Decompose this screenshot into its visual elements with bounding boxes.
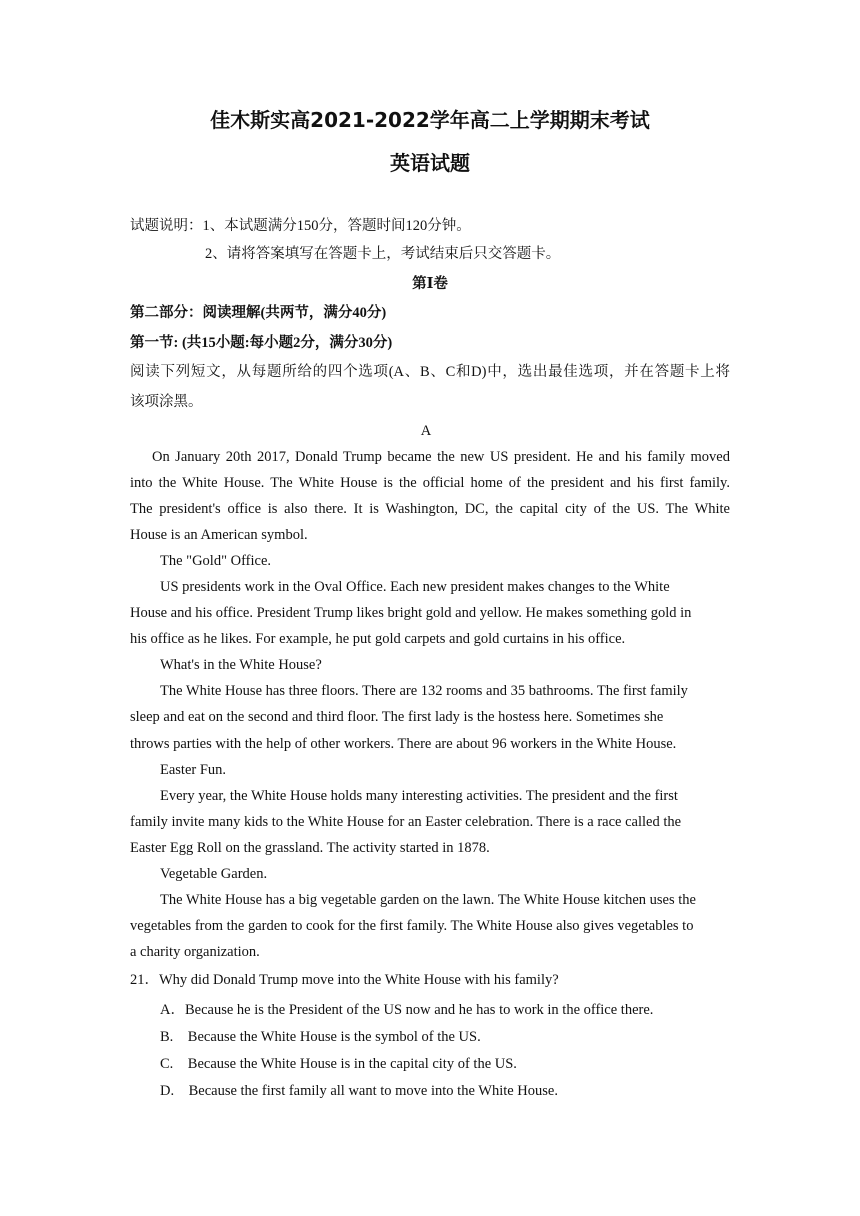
instructions-line-2: 该项涂黑。 <box>130 394 203 410</box>
paragraph-line: US presidents work in the Oval Office. Each new president makes changes to the White <box>160 579 670 595</box>
instructions-line-1: 阅读下列短文，从每题所给的四个选项(A、B、C和D)中，选出最佳选项，并在答题卡上将 <box>130 364 730 380</box>
paragraph-line: The White House has three floors. There are 132 rooms and 35 bathrooms. The first family <box>160 683 688 699</box>
paragraph-line: The White House has a big vegetable garden on the lawn. The White House kitchen uses the <box>160 892 696 908</box>
note-line-2: 2、请将答案填写在答题卡上，考试结束后只交答题卡。 <box>205 246 561 262</box>
paragraph-line: House is an American symbol. <box>130 527 308 543</box>
question-option-b: B. Because the White House is the symbol of the US. <box>160 1029 481 1045</box>
paragraph-line: into the White House. The White House is the official home of the president and his first family. <box>130 475 730 491</box>
paragraph-line: Easter Egg Roll on the grassland. The activity started in 1878. <box>130 840 490 856</box>
part-heading: 第二部分：阅读理解(共两节，满分40分) <box>130 305 387 321</box>
question-stem: 21．Why did Donald Trump move into the White House with his family? <box>130 972 559 988</box>
exam-subtitle: 英语试题 <box>390 151 470 175</box>
paragraph-line: family invite many kids to the White House for an Easter celebration. There is a race called the <box>130 814 682 830</box>
note-line-1: 试题说明：1、本试题满分150分，答题时间120分钟。 <box>130 218 471 234</box>
question-option-a: A．Because he is the President of the US now and he has to work in the office there. <box>160 1002 654 1018</box>
section-heading-whats-inside: What's in the White House? <box>160 657 322 673</box>
paragraph-line: The president's office is also there. It is Washington, DC, the capital city of the US. The White <box>130 501 730 517</box>
paragraph-line: House and his office. President Trump likes bright gold and yellow. He makes something gold in <box>130 605 692 621</box>
passage-label: A <box>420 423 432 439</box>
section-heading: 第一节: (共15小题:每小题2分，满分30分) <box>130 335 393 351</box>
paragraph-line: a charity organization. <box>130 944 260 960</box>
question-option-c: C. Because the White House is in the capital city of the US. <box>160 1056 517 1072</box>
paragraph-line: On January 20th 2017, Donald Trump became the new US president. He and his family moved <box>152 449 730 465</box>
paragraph-line: sleep and eat on the second and third floor. The first lady is the hostess here. Sometimes she <box>130 709 664 725</box>
volume-heading: 第Ⅰ卷 <box>412 276 448 292</box>
question-option-d: D. Because the first family all want to move into the White House. <box>160 1083 558 1099</box>
section-heading-vegetable-garden: Vegetable Garden. <box>160 866 268 882</box>
paragraph-line: Every year, the White House holds many interesting activities. The president and the first <box>160 788 678 804</box>
exam-title: 佳木斯实高2021-2022学年高二上学期期末考试 <box>210 108 650 132</box>
paragraph-line: vegetables from the garden to cook for the first family. The White House also gives vegetables to <box>130 918 694 934</box>
paragraph-line: throws parties with the help of other workers. There are about 96 workers in the White House. <box>130 736 677 752</box>
section-heading-gold-office: The "Gold" Office. <box>160 553 272 569</box>
paragraph-line: his office as he likes. For example, he put gold carpets and gold curtains in his office. <box>130 631 626 647</box>
section-heading-easter-fun: Easter Fun. <box>160 762 227 778</box>
